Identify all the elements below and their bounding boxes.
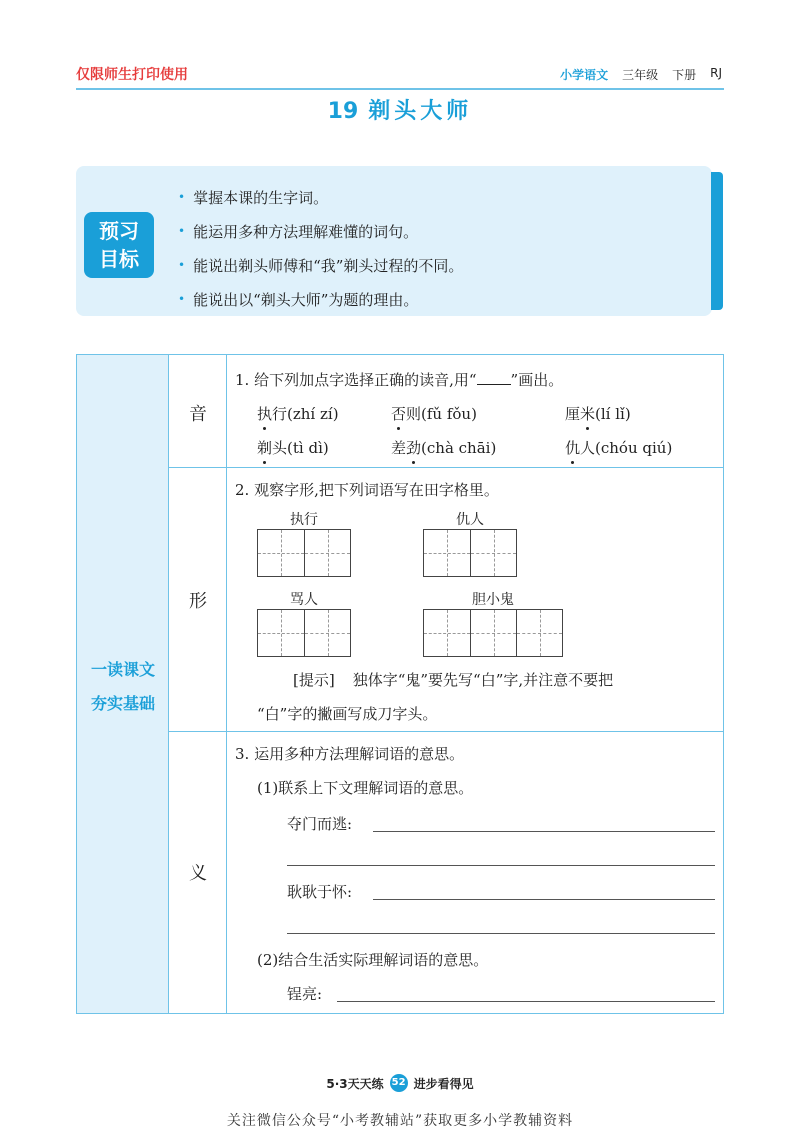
goal-text: 能说出剃头师傅和“我”剃头过程的不同。 <box>193 256 464 275</box>
goals-list <box>178 180 463 316</box>
tianzige-label: 执行 <box>290 512 318 528</box>
hint-label: [提示] <box>293 671 335 689</box>
tianzige-grid[interactable] <box>423 609 563 657</box>
tianzige-cell[interactable] <box>424 610 470 656</box>
dotted-char: 执 <box>257 405 273 423</box>
category-shape: 形 <box>189 591 207 612</box>
goals-badge <box>84 212 154 278</box>
q3-sub2: (2)结合生活实际理解词语的意思。 <box>257 951 489 969</box>
lesson-number: 19 <box>327 99 359 124</box>
goal-item <box>178 214 463 248</box>
q3-prompt: 3. 运用多种方法理解词语的意思。 <box>235 745 465 763</box>
tianzige-cell[interactable] <box>304 610 350 656</box>
tianzige-cell[interactable] <box>304 530 350 576</box>
edition-label: RJ <box>710 66 722 80</box>
plain-char: 厘 <box>565 405 581 423</box>
bottom-note: 关注微信公众号“小考教辅站”获取更多小学教辅资料 <box>226 1113 574 1129</box>
question-3 <box>227 731 723 1013</box>
tianzige-word <box>257 509 351 579</box>
print-notice: 仅限师生打印使用 <box>76 67 188 83</box>
pinyin-item <box>257 403 339 424</box>
tianzige-cell[interactable] <box>516 610 562 656</box>
q1-blank <box>477 371 511 385</box>
section-label <box>77 653 169 721</box>
tianzige-cell[interactable] <box>470 610 516 656</box>
q3-word3: 锃亮: <box>287 985 323 1003</box>
pinyin-options[interactable]: 人(chóu qiú) <box>580 439 673 457</box>
q3-word1: 夺门而逃: <box>287 815 353 833</box>
tianzige-grid[interactable] <box>423 529 517 577</box>
category-sound: 音 <box>189 404 207 425</box>
answer-line[interactable] <box>287 933 715 934</box>
tianzige-word <box>423 589 563 659</box>
q1-prompt-suffix: ”画出。 <box>510 371 564 389</box>
q3-sub1: (1)联系上下文理解词语的意思。 <box>257 779 474 797</box>
bullet-icon: • <box>178 224 186 238</box>
q1-prompt-prefix: 1. 给下列加点字选择正确的读音,用“ <box>235 371 477 389</box>
bullet-icon: • <box>178 258 186 272</box>
tianzige-grid[interactable] <box>257 609 351 657</box>
tianzige-cell[interactable] <box>258 610 304 656</box>
bullet-icon: • <box>178 292 186 306</box>
answer-line[interactable] <box>337 1001 715 1002</box>
section-column <box>77 355 169 1013</box>
section-label-line2: 夯实基础 <box>90 694 155 713</box>
grade-label: 三年级 <box>622 68 659 82</box>
footer-slogan: 进步看得见 <box>413 1076 474 1091</box>
answer-line[interactable] <box>373 831 715 832</box>
dotted-char: 仇 <box>565 439 581 457</box>
goal-text: 能说出以“剃头大师”为题的理由。 <box>193 290 419 309</box>
goals-badge-line1: 预习 <box>99 219 139 243</box>
tianzige-word <box>423 509 517 579</box>
bullet-icon: • <box>178 190 186 204</box>
q2-prompt: 2. 观察字形,把下列词语写在田字格里。 <box>235 481 499 499</box>
tianzige-cell[interactable] <box>258 530 304 576</box>
goal-text: 掌握本课的生字词。 <box>193 188 329 207</box>
goal-item <box>178 282 463 316</box>
subject-label: 小学语文 <box>560 68 609 82</box>
lesson-title <box>0 94 800 125</box>
q3-word2: 耿耿于怀: <box>287 883 353 901</box>
page-footer <box>0 1074 800 1092</box>
tianzige-label: 胆小鬼 <box>472 592 514 608</box>
goals-badge-line2: 目标 <box>99 247 139 271</box>
pinyin-options[interactable]: (lí lǐ) <box>595 405 631 423</box>
pinyin-options[interactable]: 行(zhí zí) <box>272 405 339 423</box>
exercise-table <box>76 354 724 1014</box>
plain-char: 差 <box>391 439 407 457</box>
tianzige-cell[interactable] <box>424 530 470 576</box>
hint-text: 独体字“鬼”要先写“白”字,并注意不要把 <box>352 671 614 689</box>
pinyin-item <box>257 437 329 458</box>
tianzige-grid[interactable] <box>257 529 351 577</box>
answer-line[interactable] <box>373 899 715 900</box>
section-label-line1: 一读课文 <box>90 660 155 679</box>
dotted-char: 剃 <box>257 439 273 457</box>
tianzige-label: 骂人 <box>290 592 318 608</box>
q1-prompt <box>235 369 563 390</box>
header-divider <box>76 88 724 90</box>
dotted-char: 劲 <box>406 439 422 457</box>
pinyin-options[interactable]: 头(tì dì) <box>272 439 329 457</box>
dotted-char: 否 <box>391 405 407 423</box>
goal-text: 能运用多种方法理解难懂的词句。 <box>193 222 419 241</box>
tianzige-cell[interactable] <box>470 530 516 576</box>
pinyin-options[interactable]: 则(fǔ fǒu) <box>406 405 477 423</box>
pinyin-item <box>565 403 631 424</box>
volume-label: 下册 <box>672 68 697 82</box>
goals-tab-decoration <box>711 172 723 310</box>
answer-line[interactable] <box>287 865 715 866</box>
pinyin-item <box>391 437 496 458</box>
goal-item <box>178 180 463 214</box>
tianzige-label: 仇人 <box>456 512 484 528</box>
question-2 <box>227 467 723 731</box>
category-column <box>169 355 227 1013</box>
category-meaning: 义 <box>189 863 207 884</box>
footer-series: 5·3天天练 <box>326 1076 384 1091</box>
book-info <box>560 66 722 83</box>
q2-hint <box>293 669 613 690</box>
tianzige-word <box>257 589 351 659</box>
dotted-char: 米 <box>580 405 596 423</box>
pinyin-options[interactable]: (chà chāi) <box>421 439 497 457</box>
pinyin-item <box>565 437 672 458</box>
q2-hint-continued: “白”字的撇画写成刀字头。 <box>257 705 438 723</box>
lesson-name: 剃头大师 <box>368 99 473 124</box>
pinyin-item <box>391 403 477 424</box>
question-1 <box>227 355 723 467</box>
page-number: 52 <box>390 1074 408 1092</box>
goal-item <box>178 248 463 282</box>
